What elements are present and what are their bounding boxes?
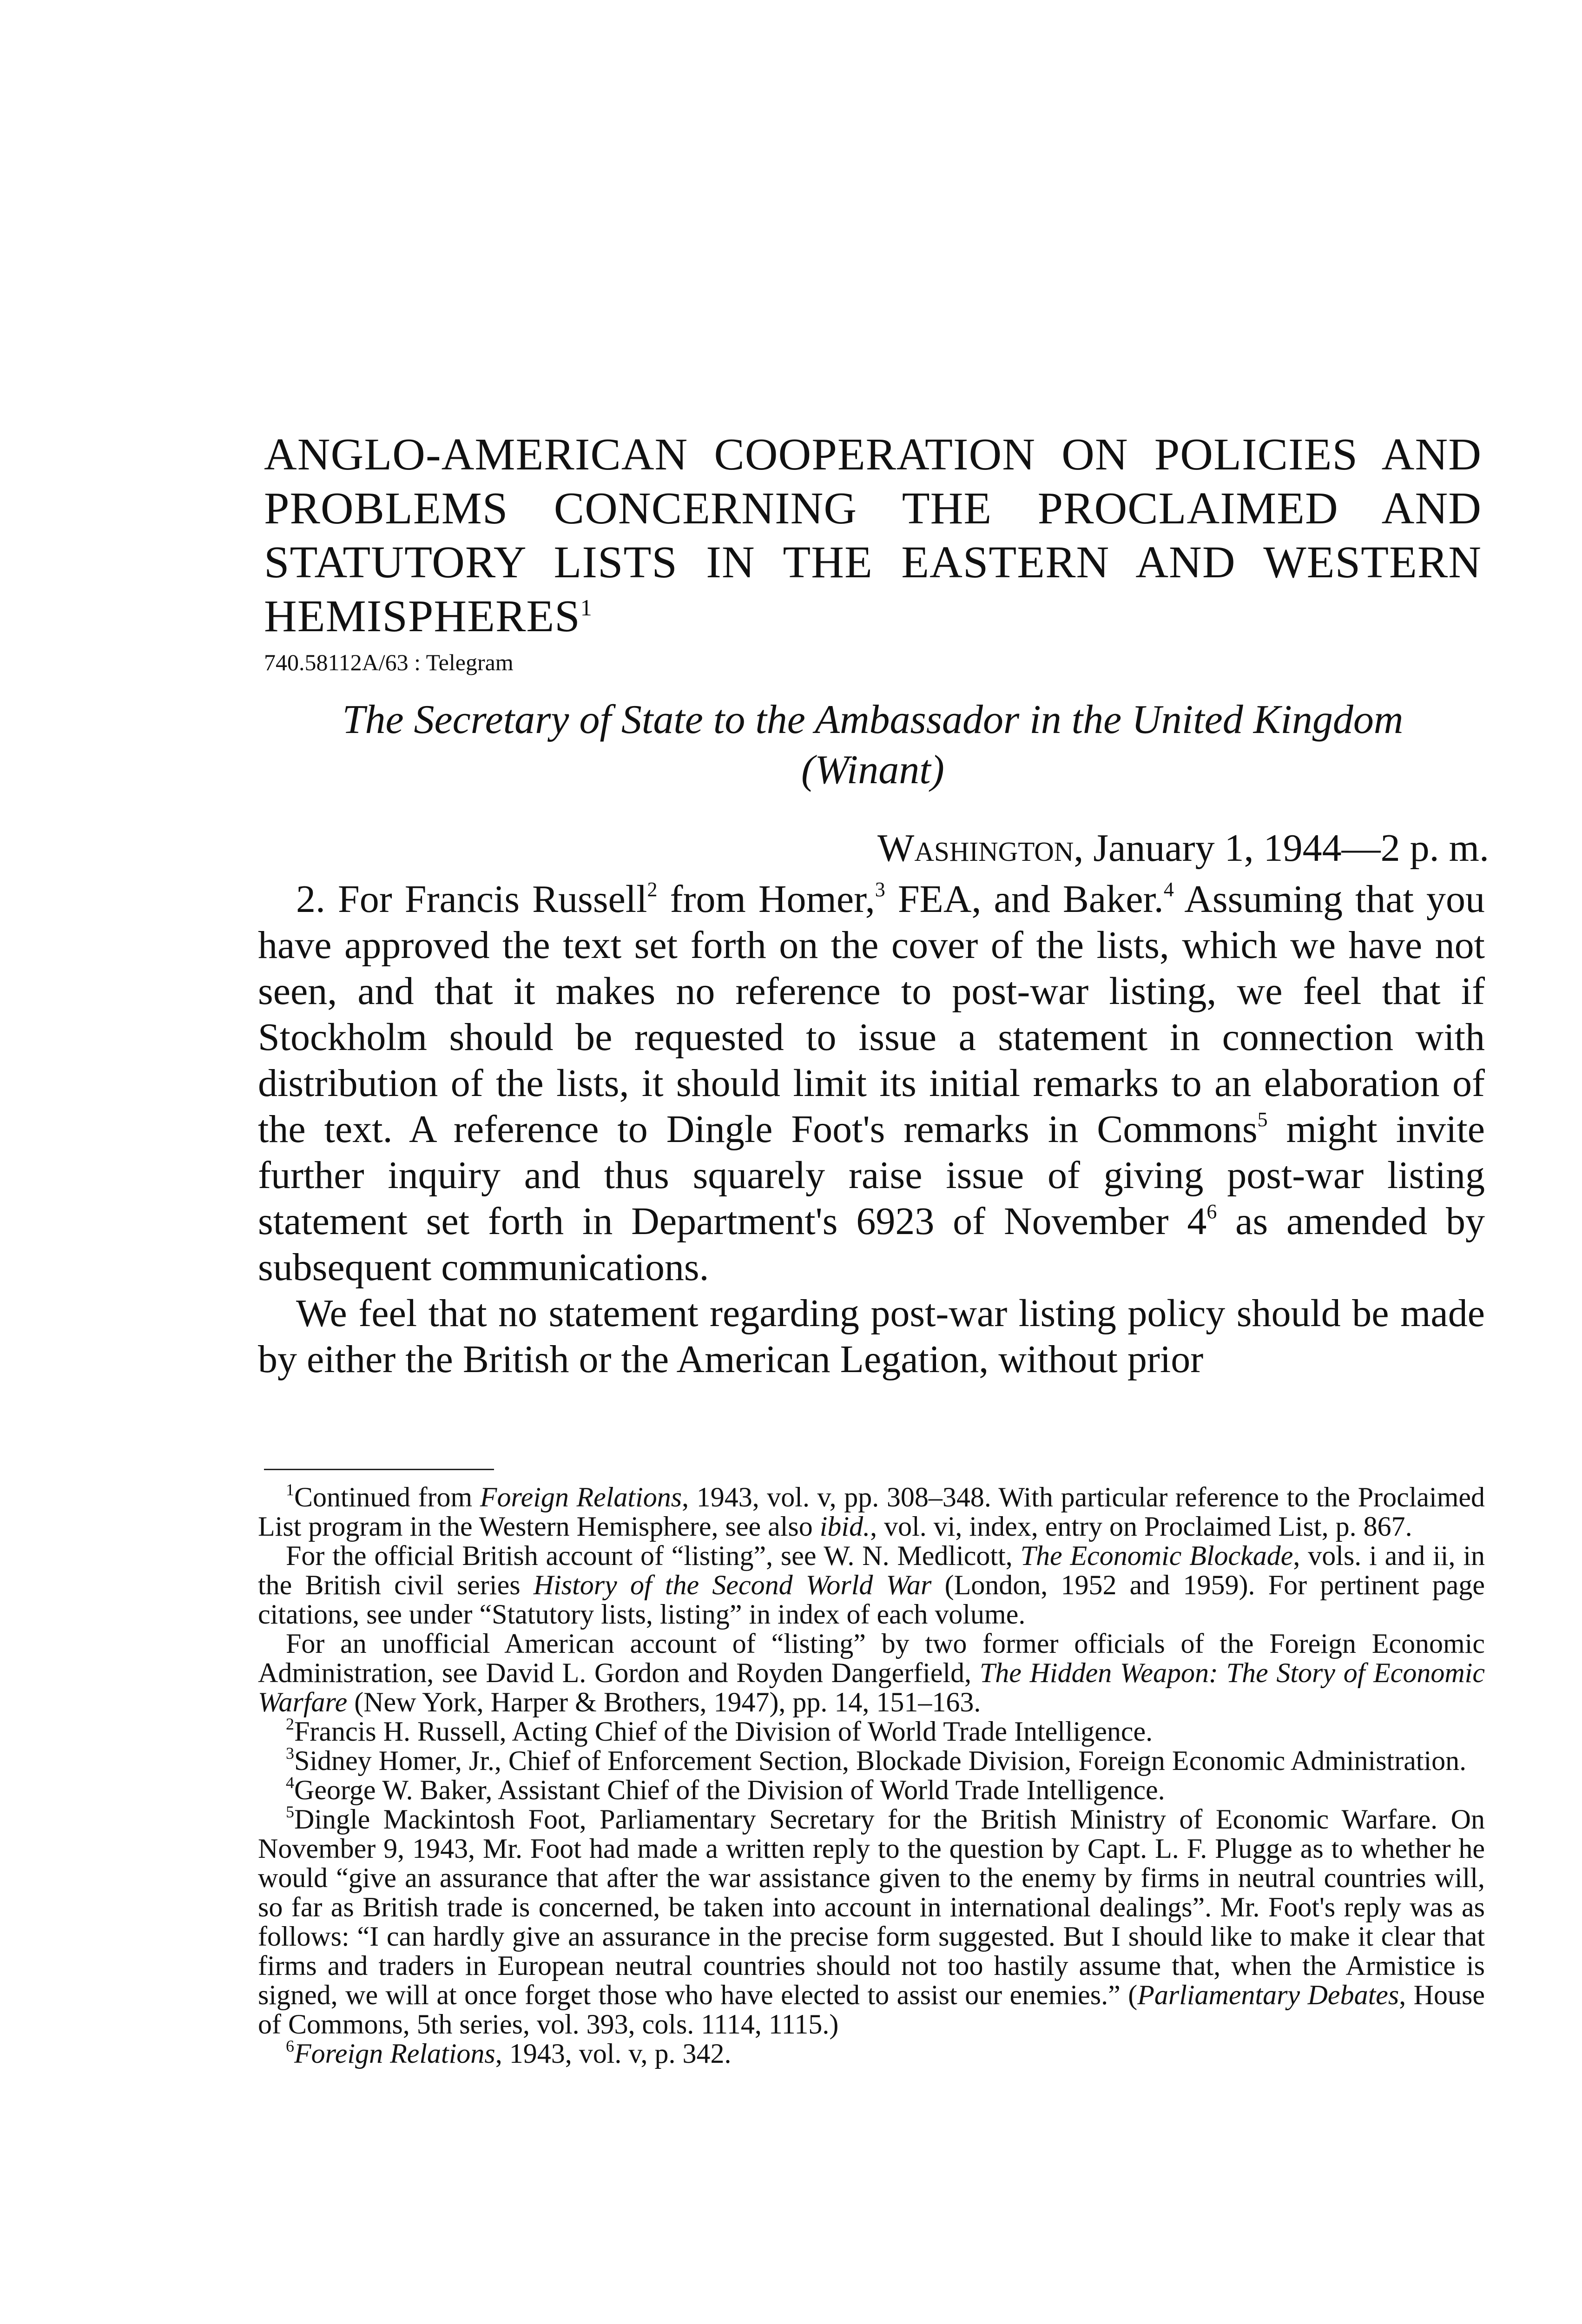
footnote-marker: 4 bbox=[286, 1773, 294, 1792]
footnote-text: , vol. vi, index, entry on Proclaimed List, p. 867. bbox=[870, 1511, 1412, 1542]
footnote-italic: Foreign Relations bbox=[480, 1482, 682, 1512]
footnotes bbox=[258, 1480, 1485, 2069]
footnote-text: George W. Baker, Assistant Chief of the Division of World Trade Intelligence. bbox=[294, 1775, 1165, 1805]
document-addressee bbox=[264, 695, 1482, 795]
footnote-marker: 3 bbox=[286, 1744, 294, 1763]
footnote-marker: 5 bbox=[286, 1802, 294, 1821]
footnote-2 bbox=[258, 1717, 1485, 1746]
footnote-text: For the official British account of “listing”, see W. N. Medlicott, bbox=[286, 1540, 1021, 1571]
section-heading bbox=[264, 428, 1482, 643]
dateline bbox=[877, 825, 1489, 872]
footnote-text: Dingle Mackintosh Foot, Parliamentary Secretary for the British Ministry of Economic Warfare. On November 9, 1943, Mr. Foot had made a written reply to the question by Capt. L. F. Plugge as to whether he would “give an assurance that after the war assistance given to the enemy by firms in neutral countries will, so far as British trade is concerned, be taken into account in international dealings”. Mr. Foot's reply was as follows: “I can hardly give an assurance in the precise form suggested. But I should like to make it clear that firms and traders in European neutral countries should not too hastily assume that, when the Armistice is signed, we will at once forget those who have elected to assist our enemies.” ( bbox=[258, 1804, 1485, 2010]
heading-footnote-marker: 1 bbox=[580, 594, 593, 621]
footnote-marker: 1 bbox=[286, 1480, 294, 1499]
body-text-run: 2. For Francis Russell bbox=[296, 878, 647, 921]
footnote-text: Sidney Homer, Jr., Chief of Enforcement Section, Blockade Division, Foreign Economic Administration. bbox=[294, 1745, 1467, 1776]
footnote-5 bbox=[258, 1802, 1485, 2040]
body-text-run: FEA, and Baker. bbox=[885, 878, 1164, 921]
body-text-run: Assuming that you have approved the text set forth on the cover of the lists, which we have not seen, and that it makes no reference to post-war listing, we feel that if Stockholm should be requested to issue a statement in connection with distribution of the lists, it should limit its initial remarks to an elaboration of the text. A reference to Dingle Foot's remarks in Commons bbox=[258, 878, 1485, 1151]
footnote-1-paragraph-2 bbox=[258, 1541, 1485, 1629]
footnote-ref: 3 bbox=[875, 878, 885, 901]
footnote-text: , House of Commons, 5th series, vol. 393, cols. 1114, 1115.) bbox=[258, 1980, 1485, 2040]
footnote-divider bbox=[264, 1469, 494, 1470]
footnote-1 bbox=[258, 1480, 1485, 1542]
footnote-ref: 5 bbox=[1257, 1108, 1268, 1131]
footnote-text: , vols. i and ii, in the British civil series bbox=[258, 1540, 1485, 1600]
dateline-date: January 1, 1944—2 p. m. bbox=[1093, 826, 1489, 870]
footnote-italic: The Hidden Weapon: The Story of Economic Warfare bbox=[258, 1657, 1485, 1717]
dateline-place: Washington, bbox=[877, 826, 1084, 870]
footnote-text: Continued from bbox=[294, 1482, 480, 1512]
footnote-italic: Parliamentary Debates bbox=[1137, 1980, 1399, 2010]
body-paragraph-2: We feel that no statement regarding post-war listing policy should be made by either the British or the American Legation, without prior bbox=[258, 1292, 1485, 1381]
footnote-3 bbox=[258, 1746, 1485, 1776]
body-text-run: from Homer, bbox=[657, 878, 875, 921]
footnote-italic: History of the Second World War bbox=[533, 1570, 932, 1600]
footnote-italic: ibid. bbox=[819, 1511, 870, 1542]
telegram-body bbox=[258, 876, 1485, 1382]
footnote-4 bbox=[258, 1773, 1485, 1805]
document-file-number: 740.58112A/63 : Telegram bbox=[264, 649, 514, 675]
footnote-text: For an unofficial American account of “listing” by two former officials of the Foreign Economic Administration, see David L. Gordon and Royden Dangerfield, bbox=[258, 1628, 1485, 1688]
addressee-line: The Secretary of State to the Ambassador in the United Kingdom bbox=[342, 697, 1404, 742]
footnote-6 bbox=[258, 2039, 1485, 2068]
footnote-text: (New York, Harper & Brothers, 1947), pp. 14, 151–163. bbox=[347, 1687, 981, 1717]
footnote-1-paragraph-3 bbox=[258, 1629, 1485, 1717]
footnote-marker: 2 bbox=[286, 1715, 294, 1733]
footnote-italic: The Economic Blockade bbox=[1020, 1540, 1293, 1571]
footnote-ref: 4 bbox=[1163, 878, 1174, 901]
footnote-marker: 6 bbox=[286, 2037, 294, 2055]
footnote-text: , 1943, vol. v, p. 342. bbox=[495, 2038, 732, 2069]
footnote-text: , 1943, vol. v, pp. 308–348. With particular reference to the Proclaimed List program in the Western Hemisphere, see also bbox=[258, 1482, 1485, 1542]
footnote-ref: 2 bbox=[647, 878, 658, 901]
footnote-italic: Foreign Relations bbox=[294, 2038, 495, 2069]
footnote-ref: 6 bbox=[1206, 1200, 1217, 1223]
body-text-run: as amended by subsequent communications. bbox=[258, 1200, 1485, 1289]
footnote-text: (London, 1952 and 1959). For pertinent page citations, see under “Statutory lists, listing” in index of each volume. bbox=[258, 1570, 1485, 1630]
body-text-run: might invite further inquiry and thus squarely raise issue of giving post-war listing statement set forth in Department's 6923 of November 4 bbox=[258, 1108, 1485, 1243]
footnote-text: Francis H. Russell, Acting Chief of the Division of World Trade Intelligence. bbox=[294, 1716, 1153, 1747]
heading-title: ANGLO-AMERICAN COOPERATION ON POLICIES AND PROBLEMS CONCERNING THE PROCLAIMED AND STATUTORY LISTS IN THE EASTERN AND WESTERN HEMISPHERES bbox=[264, 429, 1482, 641]
body-paragraph-1 bbox=[258, 876, 1485, 1290]
recipient-name: (Winant) bbox=[801, 747, 944, 792]
